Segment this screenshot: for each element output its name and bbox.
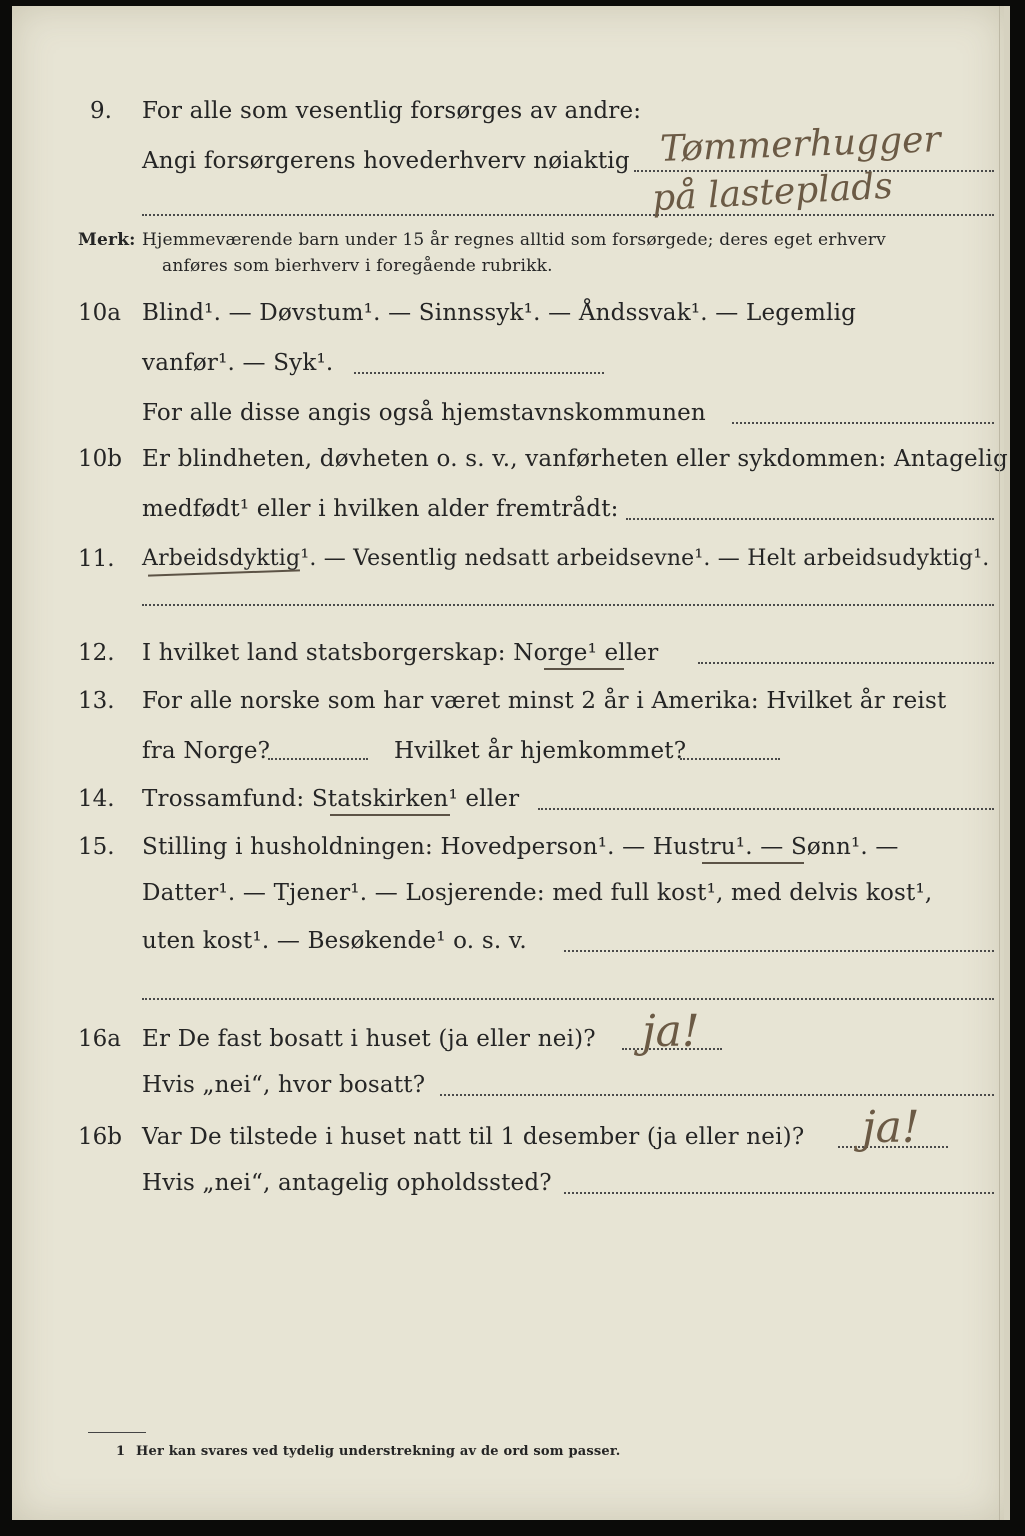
q15-line3: uten kost¹. — Besøkende¹ o. s. v. (142, 928, 527, 954)
q10a-line3: For alle disse angis også hjemstavnskommunen (142, 400, 706, 426)
q13-departure-year-line (268, 758, 368, 760)
q14-line1: Trossamfund: Statskirken¹ eller (142, 786, 520, 812)
q15-number: 15. (78, 834, 115, 860)
q9-line1: For alle som vesentlig forsørges av andre: (142, 98, 642, 124)
q10b-line2: medfødt¹ eller i hvilken alder fremtrådt: (142, 496, 619, 522)
footnote-divider (88, 1432, 146, 1433)
q14-number: 14. (78, 786, 115, 812)
q16a-handwritten-answer: ja! (642, 1006, 700, 1057)
q10a-answer-line (354, 372, 604, 374)
q10b-number: 10b (78, 446, 122, 472)
q9-line2: Angi forsørgerens hovederhverv nøiaktig (142, 148, 630, 174)
q13-line1: For alle norske som har været minst 2 år i Amerika: Hvilket år reist (142, 688, 947, 714)
q16a-line2: Hvis „nei“, hvor bosatt? (142, 1072, 426, 1098)
q13-line2a: fra Norge? (142, 738, 271, 764)
q14-underline-mark (330, 814, 450, 816)
q15-underline-mark (702, 862, 804, 864)
q13-line2b: Hvilket år hjemkommet? (394, 738, 687, 764)
q15-extra-line (142, 998, 994, 1000)
q16b-number: 16b (78, 1124, 122, 1150)
q16b-location-line (564, 1192, 994, 1194)
q12-line1: I hvilket land statsborgerskap: Norge¹ eller (142, 640, 659, 666)
q13-return-year-line (680, 758, 780, 760)
q10b-line1: Er blindheten, døvheten o. s. v., vanførheten eller sykdommen: Antagelig (142, 446, 1008, 472)
footnote-mark: 1 (116, 1444, 126, 1459)
merk-label: Merk: (78, 230, 136, 250)
q12-answer-line (698, 662, 994, 664)
census-form-page (12, 6, 1010, 1520)
q13-number: 13. (78, 688, 115, 714)
q15-line2: Datter¹. — Tjener¹. — Losjerende: med full kost¹, med delvis kost¹, (142, 880, 933, 906)
q9-handwritten-answer2: på lasteplads (651, 165, 894, 220)
q9-handwritten-answer1: Tømmerhugger (659, 119, 942, 170)
q15-answer-line (564, 950, 994, 952)
q9-number: 9. (90, 98, 112, 124)
q11-number: 11. (78, 546, 115, 572)
q11-line1: Arbeidsdyktig¹. — Vesentlig nedsatt arbeidsevne¹. — Helt arbeidsudyktig¹. (142, 546, 990, 571)
q16a-residence-line (440, 1094, 994, 1096)
q16b-line2: Hvis „nei“, antagelig opholdssted? (142, 1170, 552, 1196)
q10b-answer-line (626, 518, 994, 520)
q11-answer-line (142, 604, 994, 606)
q10a-number: 10a (78, 300, 121, 326)
q12-number: 12. (78, 640, 115, 666)
q14-answer-line (538, 808, 994, 810)
q10a-hometown-line (732, 422, 994, 424)
footnote-text: Her kan svares ved tydelig understrekning av de ord som passer. (136, 1444, 621, 1459)
merk-line2: anføres som bierhverv i foregående rubrikk. (162, 256, 553, 276)
q15-line1: Stilling i husholdningen: Hovedperson¹. — Hustru¹. — Sønn¹. — (142, 834, 899, 860)
q16b-line1: Var De tilstede i huset natt til 1 desember (ja eller nei)? (142, 1124, 805, 1150)
q12-underline-mark (544, 668, 624, 670)
merk-line1: Hjemmeværende barn under 15 år regnes alltid som forsørgede; deres eget erhverv (142, 230, 886, 250)
q16a-number: 16a (78, 1026, 121, 1052)
q16b-handwritten-answer: ja! (862, 1102, 920, 1153)
q10a-line2: vanfør¹. — Syk¹. (142, 350, 334, 376)
q9-answer-line2 (142, 214, 994, 216)
q10a-line1: Blind¹. — Døvstum¹. — Sinnssyk¹. — Åndssvak¹. — Legemlig (142, 300, 857, 326)
q16a-line1: Er De fast bosatt i huset (ja eller nei)? (142, 1026, 596, 1052)
